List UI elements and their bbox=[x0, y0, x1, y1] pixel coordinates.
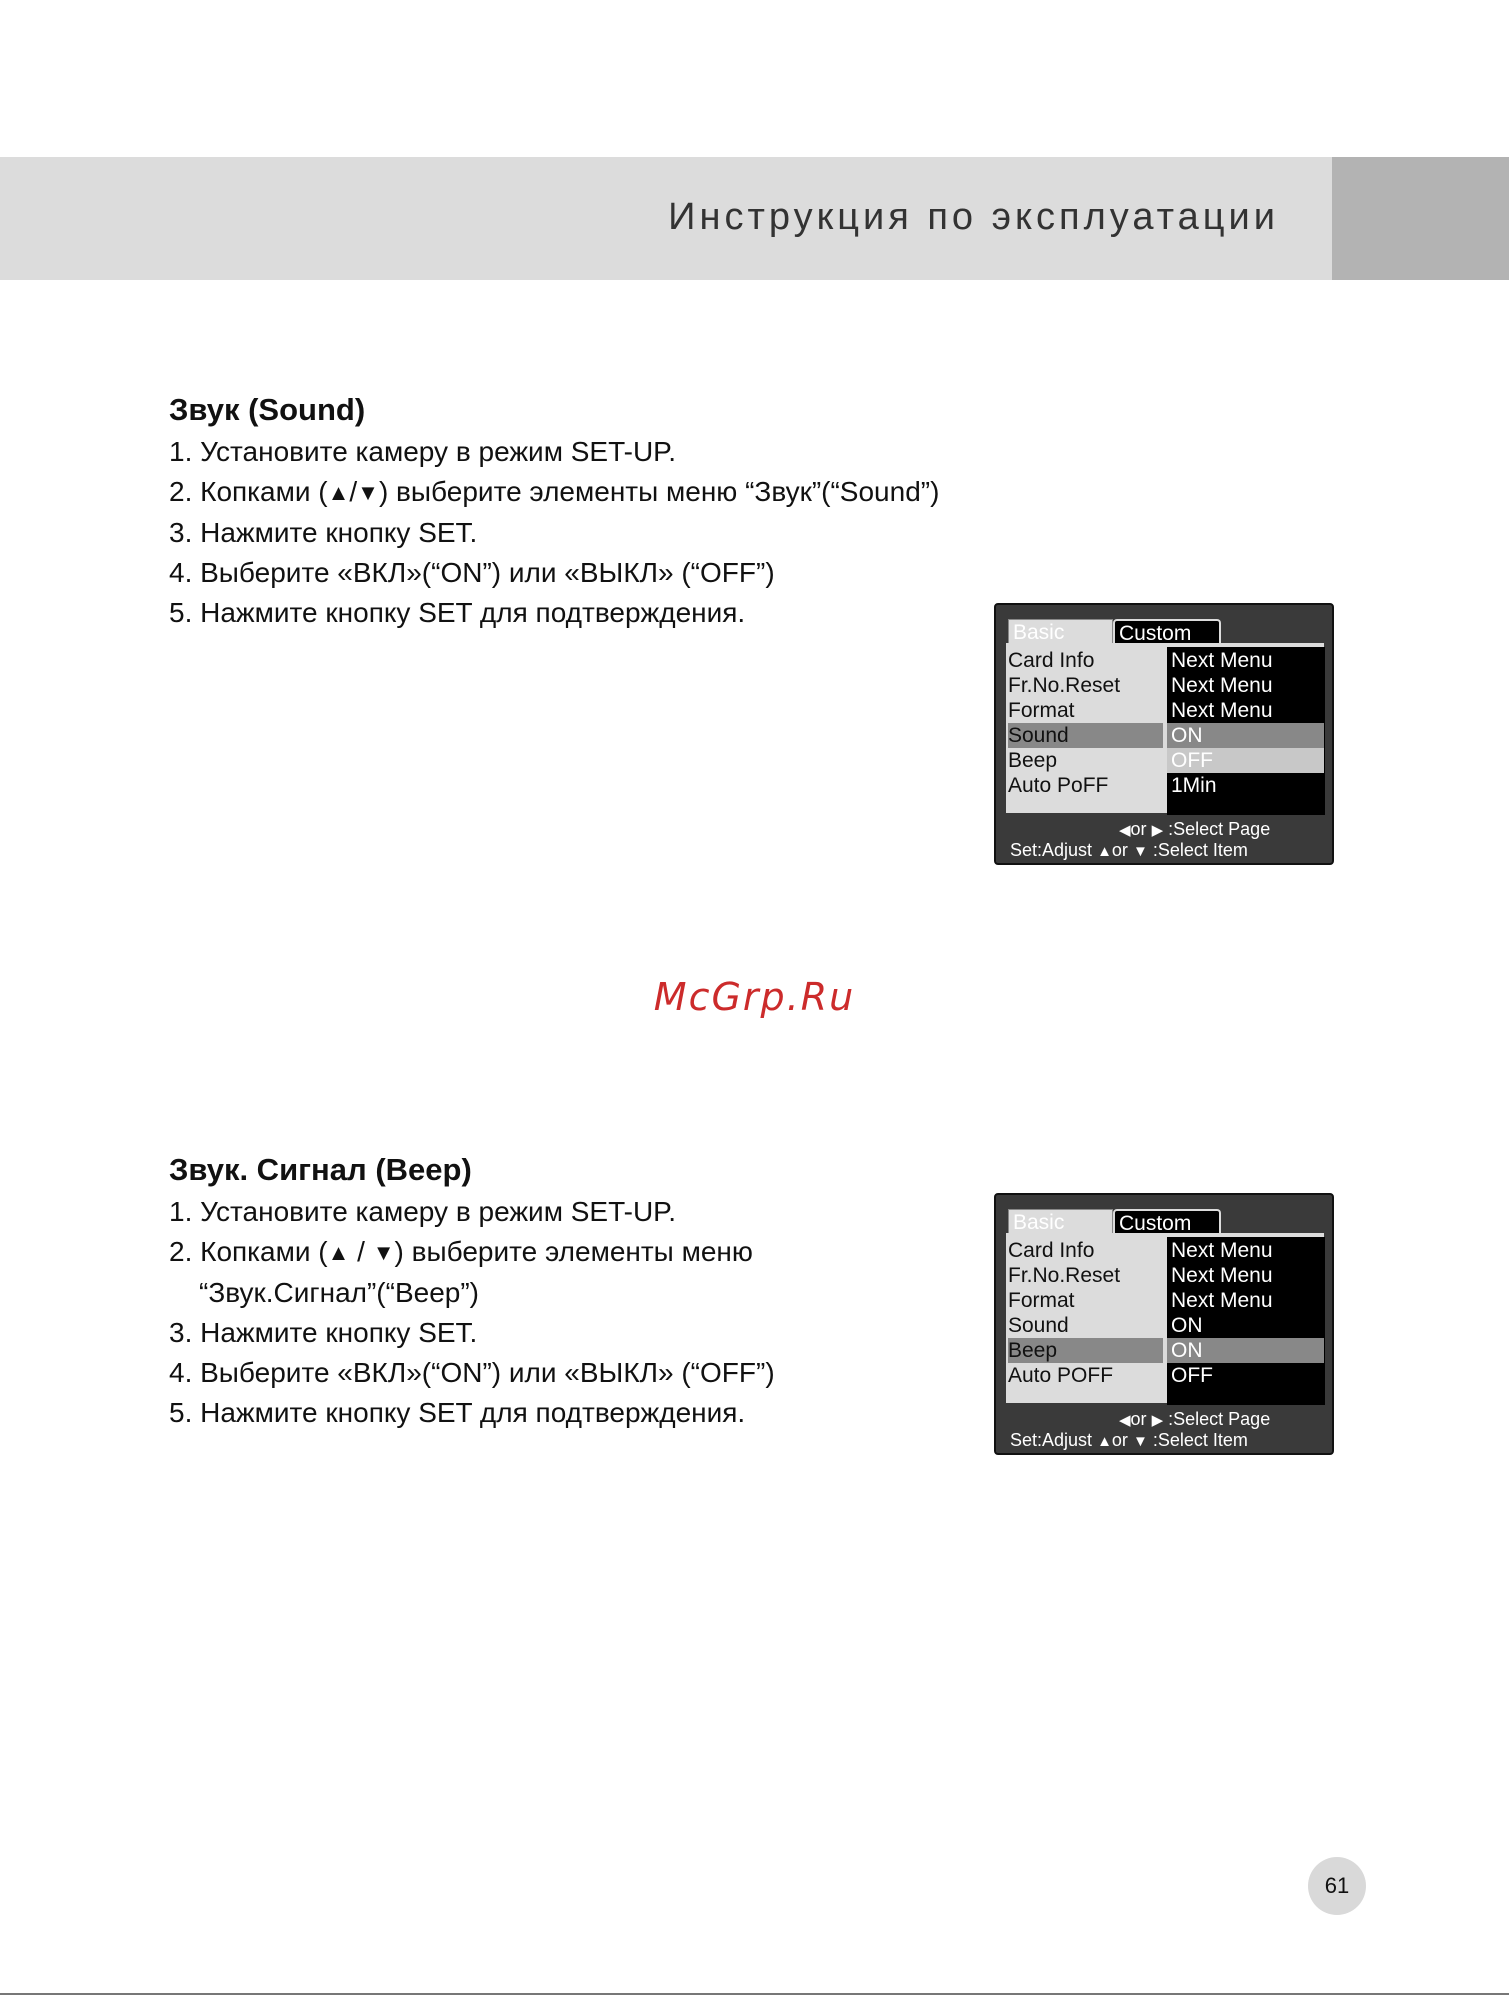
camera-menu-screen-beep bbox=[994, 1193, 1334, 1455]
help-line-select-page: ◀or ▶ :Select Page bbox=[1119, 819, 1271, 839]
down-arrow-icon: ▼ bbox=[357, 480, 379, 505]
step-item: 2. Копками (▲ / ▼) выберите элементы меню bbox=[169, 1232, 775, 1273]
help-line-select-item: Set:Adjust ▲or ▼ :Select Item bbox=[1010, 1430, 1248, 1450]
menu-row-auto-poff: Auto POFF OFF bbox=[1008, 1364, 1213, 1387]
menu-row-card-info: Card Info Next Menu bbox=[1008, 1239, 1273, 1262]
menu-row-beep-selected: Beep ON bbox=[1006, 1338, 1324, 1363]
up-arrow-icon: ▲ bbox=[327, 480, 350, 505]
step-item: 3. Нажмите кнопку SET. bbox=[169, 1317, 478, 1348]
step-item: 4. Выберите «ВКЛ»(“ON”) или «ВЫКЛ» (“OFF”) bbox=[169, 557, 775, 588]
step-item-continuation: “Звук.Сигнал”(“Beep”) bbox=[199, 1277, 479, 1308]
help-line-select-page: ◀or ▶ :Select Page bbox=[1119, 1409, 1271, 1429]
menu-row-auto-poff: Auto PoFF 1Min bbox=[1008, 774, 1217, 797]
section-title-beep: Звук. Сигнал (Beep) bbox=[169, 1152, 472, 1187]
tab-basic: Basic bbox=[1008, 1209, 1113, 1233]
right-arrow-icon: ▶ bbox=[1151, 822, 1164, 839]
step-item: 2. Копками (▲/▼) выберите элементы меню “Звук”(“Sound”) bbox=[169, 472, 939, 513]
section-title-sound: Звук (Sound) bbox=[169, 392, 366, 427]
page-number: 61 bbox=[1308, 1857, 1366, 1915]
step-item: 5. Нажмите кнопку SET для подтверждения. bbox=[169, 597, 746, 628]
menu-row-format: Format Next Menu bbox=[1008, 699, 1273, 722]
bottom-divider bbox=[0, 1993, 1509, 1995]
step-item: 3. Нажмите кнопку SET. bbox=[169, 517, 478, 548]
right-arrow-icon: ▶ bbox=[1151, 1412, 1164, 1429]
tab-custom: Custom bbox=[1113, 619, 1221, 643]
menu-row-fr-no-reset: Fr.No.Reset Next Menu bbox=[1008, 674, 1273, 697]
tab-basic: Basic bbox=[1008, 619, 1113, 643]
help-line-select-item: Set:Adjust ▲or ▼ :Select Item bbox=[1010, 840, 1248, 860]
down-arrow-icon: ▼ bbox=[1132, 843, 1148, 860]
up-arrow-icon: ▲ bbox=[1097, 843, 1112, 860]
page-header-title: Инструкция по эксплуатации bbox=[668, 196, 1279, 238]
left-arrow-icon: ◀ bbox=[1119, 1412, 1131, 1429]
up-arrow-icon: ▲ bbox=[327, 1240, 350, 1265]
menu-row-sound: Sound ON bbox=[1008, 1314, 1203, 1337]
menu-row-sound-selected: Sound ON bbox=[1006, 723, 1324, 748]
header-tab bbox=[1332, 157, 1509, 280]
steps-list-sound bbox=[169, 432, 939, 633]
menu-row-card-info: Card Info Next Menu bbox=[1008, 649, 1273, 672]
camera-menu-screen-sound bbox=[994, 603, 1334, 865]
up-arrow-icon: ▲ bbox=[1097, 1433, 1112, 1450]
step-item: 4. Выберите «ВКЛ»(“ON”) или «ВЫКЛ» (“OFF”) bbox=[169, 1357, 775, 1388]
watermark: McGrp.Ru bbox=[653, 975, 856, 1019]
menu-row-beep: Beep OFF bbox=[1006, 748, 1324, 773]
menu-row-format: Format Next Menu bbox=[1008, 1289, 1273, 1312]
down-arrow-icon: ▼ bbox=[372, 1240, 395, 1265]
step-item: 1. Установите камеру в режим SET-UP. bbox=[169, 436, 677, 467]
step-item: 1. Установите камеру в режим SET-UP. bbox=[169, 1196, 677, 1227]
down-arrow-icon: ▼ bbox=[1132, 1433, 1148, 1450]
menu-row-fr-no-reset: Fr.No.Reset Next Menu bbox=[1008, 1264, 1273, 1287]
tab-custom: Custom bbox=[1113, 1209, 1221, 1233]
step-item: 5. Нажмите кнопку SET для подтверждения. bbox=[169, 1397, 746, 1428]
left-arrow-icon: ◀ bbox=[1119, 822, 1131, 839]
steps-list-beep bbox=[169, 1192, 775, 1433]
